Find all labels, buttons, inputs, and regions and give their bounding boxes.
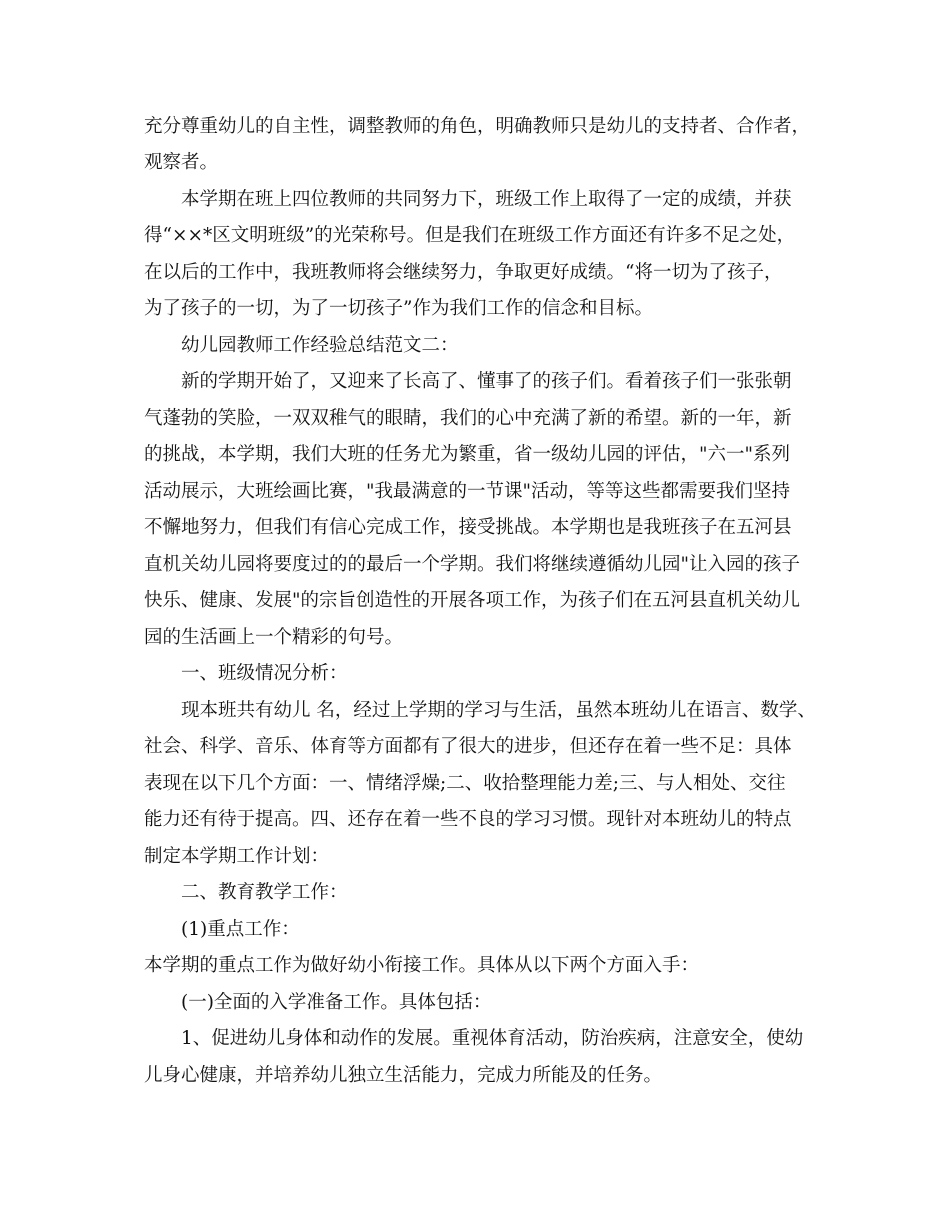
text-line: 本学期在班上四位教师的共同努力下，班级工作上取得了一定的成绩，并获 [181, 189, 792, 210]
text-line: 在以后的工作中，我班教师将会继续努力，争取更好成绩。“将一切为了孩子， [144, 262, 783, 283]
section-subheading: (一)全面的入学准备工作。具体包括： [181, 992, 492, 1013]
text-line: 制定本学期工作计划： [144, 846, 330, 867]
text-line: 现本班共有幼儿 名，经过上学期的学习与生活，虽然本班幼儿在语言、数学、 [181, 700, 816, 721]
text-line: 的挑战，本学期，我们大班的任务尤为繁重，省一级幼儿园的评估，"六一"系列 [144, 444, 791, 465]
text-line: 园的生活画上一个精彩的句号。 [144, 627, 404, 648]
text-line: 快乐、健康、发展"的宗旨创造性的开展各项工作，为孩子们在五河县直机关幼儿 [144, 590, 801, 611]
text-line: 本学期的重点工作为做好幼小衔接工作。具体从以下两个方面入手： [144, 955, 700, 976]
text-line: 社会、科学、音乐、体育等方面都有了很大的进步，但还存在着一些不足：具体 [144, 736, 792, 757]
text-line: 活动展示，大班绘画比赛，"我最满意的一节课"活动，等等这些都需要我们坚持 [144, 481, 791, 502]
text-line: 直机关幼儿园将要度过的的最后一个学期。我们将继续遵循幼儿园"让入园的孩子 [144, 554, 801, 575]
section-subheading: (1)重点工作： [181, 919, 300, 940]
text-line: 表现在以下几个方面：一、情绪浮燥;二、收拾整理能力差;三、与人相处、交往 [144, 773, 786, 794]
text-line: 为了孩子的一切，为了一切孩子”作为我们工作的信念和目标。 [144, 298, 653, 319]
text-line: 儿身心健康，并培养幼儿独立生活能力，完成力所能及的任务。 [144, 1065, 663, 1086]
text-line: 1、促进幼儿身体和动作的发展。重视体育活动，防治疾病，注意安全，使幼 [181, 1028, 804, 1049]
text-line: 新的学期开始了，又迎来了长高了、懂事了的孩子们。看着孩子们一张张朝 [181, 371, 792, 392]
section-heading: 一、班级情况分析： [181, 663, 348, 684]
text-line: 得“××*区文明班级”的光荣称号。但是我们在班级工作方面还有许多不足之处， [144, 225, 796, 246]
text-line: 能力还有待于提高。四、还存在着一些不良的学习习惯。现针对本班幼儿的特点 [144, 809, 792, 830]
text-line: 不懈地努力，但我们有信心完成工作，接受挑战。本学期也是我班孩子在五河县 [144, 517, 792, 538]
text-line: 气蓬勃的笑脸，一双双稚气的眼睛，我们的心中充满了新的希望。新的一年，新 [144, 408, 792, 429]
section-heading: 幼儿园教师工作经验总结范文二： [181, 335, 459, 356]
text-line: 观察者。 [144, 152, 219, 173]
section-heading: 二、教育教学工作： [181, 882, 348, 903]
text-line: 充分尊重幼儿的自主性，调整教师的角色，明确教师只是幼儿的支持者、合作者， [144, 116, 811, 137]
